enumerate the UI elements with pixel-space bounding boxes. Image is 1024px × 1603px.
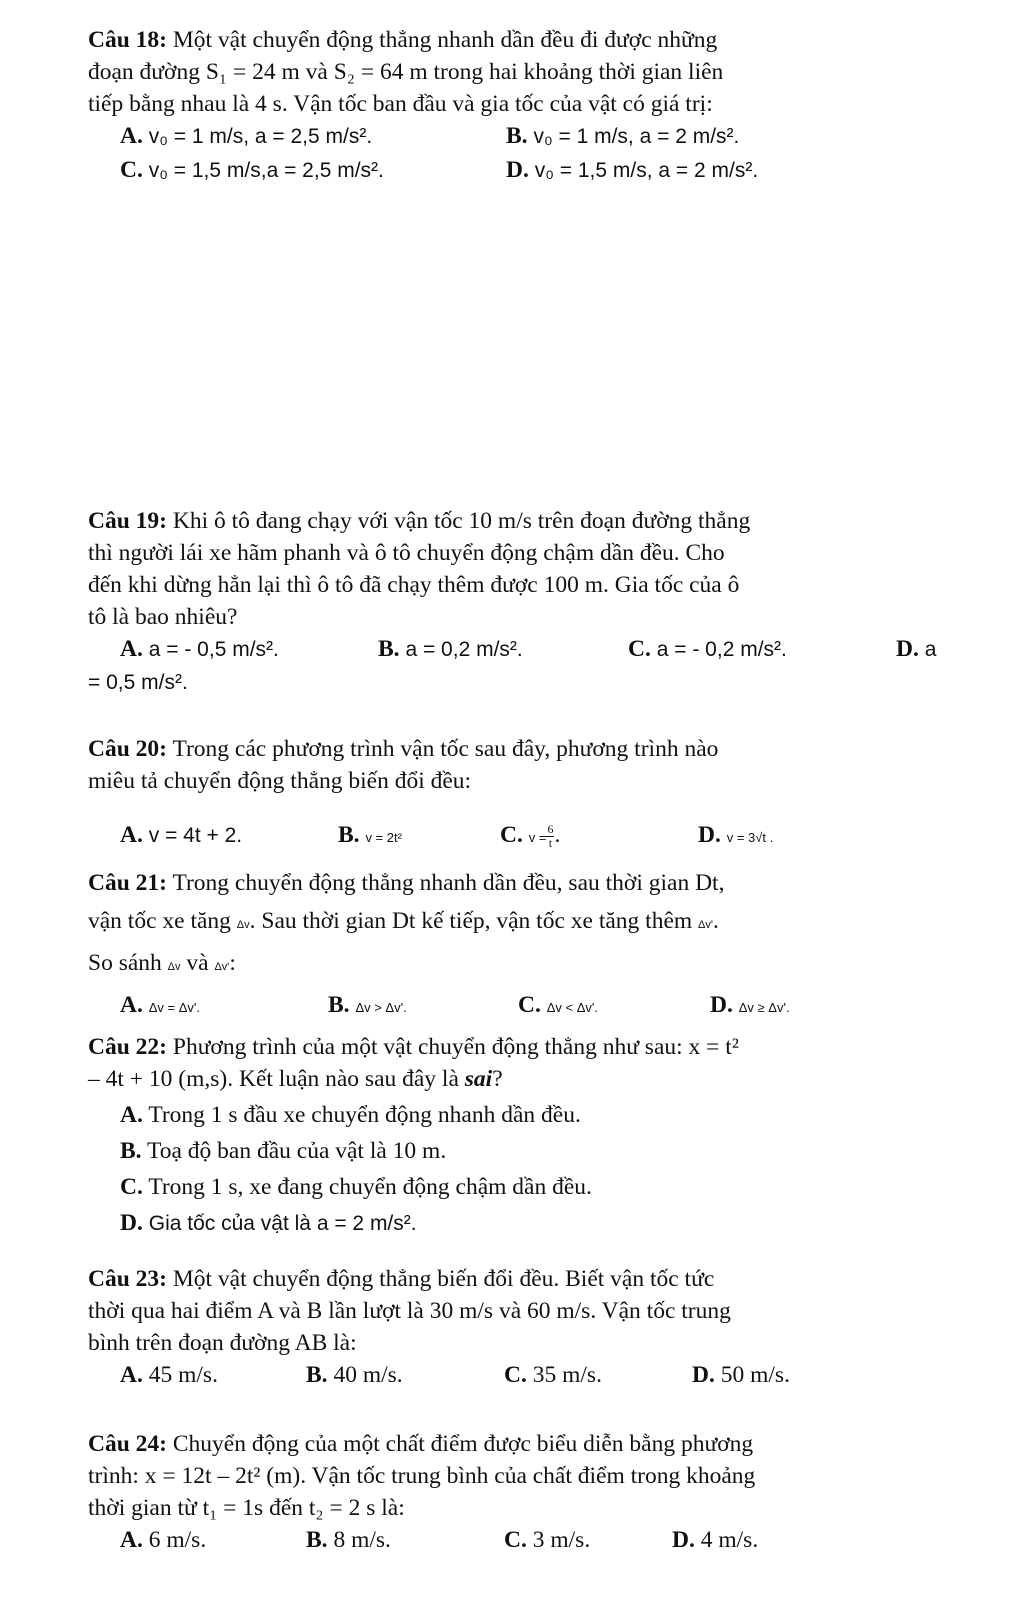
options-row	[88, 819, 988, 853]
question-text: bình trên đoạn đường AB là:	[88, 1330, 357, 1356]
option-a[interactable]: A. v₀ = 1 m/s, a = 2,5 m/s².	[120, 123, 373, 149]
options-row	[88, 989, 988, 1023]
question-20	[88, 733, 988, 853]
question-21: Câu 21: Trong chuyển động thẳng nhanh dần đều, sau thời gian Dt, vận tốc xe tăng Δv. Sau thời gian Dt kế tiếp, vận tốc xe tăng thêm Δv'. So sánh Δv và Δv': A. Δv = Δv'. B. Δv > Δv'. C. Δv < Δv'. D. Δv ≥ Δv'.	[88, 867, 988, 1023]
question-label: Câu 23:	[88, 1266, 167, 1292]
question-text: thời gian từ t₁ = 1s đến t₂ = 2 s là:	[88, 1495, 405, 1521]
option-a[interactable]: A. a = - 0,5 m/s².	[120, 636, 279, 662]
question-text: đoạn đường S₁ = 24 m và S₂ = 64 m trong hai khoảng thời gian liên	[88, 59, 724, 85]
question-label: Câu 20:	[88, 736, 167, 762]
question-label: Câu 24:	[88, 1431, 167, 1457]
question-text: Trong chuyển động thẳng nhanh dần đều, sau thời gian Dt,	[172, 870, 725, 896]
option-b[interactable]: B. v = 2t²	[338, 822, 402, 848]
question-19	[88, 505, 988, 699]
option-c[interactable]: C. 35 m/s.	[504, 1362, 602, 1388]
option-d[interactable]: D. Gia tốc của vật là a = 2 m/s².	[120, 1210, 417, 1236]
option-d[interactable]: D. v = 3√t .	[698, 822, 774, 848]
question-text: thì người lái xe hãm phanh và ô tô chuyển động chậm dần đều. Cho	[88, 540, 725, 566]
option-a[interactable]: A. Δv = Δv'.	[120, 992, 201, 1018]
options-row	[88, 1524, 988, 1558]
option-c[interactable]: C. a = - 0,2 m/s².	[628, 636, 787, 662]
option-c[interactable]: C. 3 m/s.	[504, 1527, 591, 1553]
option-c[interactable]: C. Trong 1 s, xe đang chuyển động chậm dần đều.	[120, 1174, 592, 1200]
option-b[interactable]: B. v₀ = 1 m/s, a = 2 m/s².	[506, 123, 740, 149]
question-text: Phương trình của một vật chuyển động thẳng như sau: x = t²	[172, 1034, 739, 1060]
question-18	[88, 24, 988, 188]
option-a[interactable]: A. v = 4t + 2.	[120, 822, 243, 848]
question-text: trình: x = 12t – 2t² (m). Vận tốc trung bình của chất điểm trong khoảng	[88, 1463, 756, 1489]
delta-v-prime: Δv'	[214, 961, 230, 973]
delta-v: Δv	[167, 961, 181, 973]
option-d[interactable]: D. Δv ≥ Δv'.	[710, 992, 790, 1018]
option-a[interactable]: A. 45 m/s.	[120, 1362, 218, 1388]
option-b[interactable]: B. 8 m/s.	[306, 1527, 391, 1553]
question-text: Trong các phương trình vận tốc sau đây, phương trình nào	[172, 736, 719, 762]
question-23	[88, 1263, 988, 1393]
question-label: Câu 21:	[88, 870, 167, 896]
option-d[interactable]: D. v₀ = 1,5 m/s, a = 2 m/s².	[506, 157, 759, 183]
options-row	[88, 1359, 988, 1393]
option-a[interactable]: A. 6 m/s.	[120, 1527, 207, 1553]
question-22: Câu 22: Phương trình của một vật chuyển động thẳng như sau: x = t² – 4t + 10 (m,s). Kết luận nào sau đây là sai? A. Trong 1 s đầu xe chuyển động nhanh dần đều. B. Toạ độ ban đầu của vật là 10 m. C. Trong 1 s, xe đang chuyển động chậm dần đều. D. Gia tốc của vật là a = 2 m/s².	[88, 1031, 988, 1240]
question-text: miêu tả chuyển động thẳng biến đổi đều:	[88, 768, 472, 794]
option-d[interactable]: D. 50 m/s.	[692, 1362, 790, 1388]
question-text: tô là bao nhiêu?	[88, 604, 238, 630]
delta-v-prime: Δv'	[698, 919, 713, 931]
option-d[interactable]: D. a	[896, 636, 937, 662]
options-row	[88, 154, 988, 188]
option-c[interactable]: C. v = $\frac{6}{t}$ .	[500, 822, 561, 851]
option-d[interactable]: D. 4 m/s.	[672, 1527, 759, 1553]
question-text: đến khi dừng hẳn lại thì ô tô đã chạy thêm được 100 m. Gia tốc của ô	[88, 572, 740, 598]
fraction: $\frac{6}{t}$	[547, 822, 554, 851]
option-c[interactable]: C. Δv < Δv'.	[518, 992, 599, 1018]
option-b[interactable]: B. a = 0,2 m/s².	[378, 636, 523, 662]
option-b[interactable]: B. Toạ độ ban đầu của vật là 10 m.	[120, 1138, 447, 1164]
delta-v: Δv	[236, 919, 250, 931]
question-text: Khi ô tô đang chạy với vận tốc 10 m/s trên đoạn đường thẳng	[172, 508, 751, 534]
question-text: Chuyển động của một chất điểm được biểu diễn bằng phương	[172, 1431, 754, 1457]
option-b[interactable]: B. Δv > Δv'.	[328, 992, 407, 1018]
question-label: Câu 18:	[88, 27, 167, 53]
question-text: Một vật chuyển động thẳng biến đổi đều. Biết vận tốc tức	[172, 1266, 715, 1292]
options-row	[88, 633, 988, 667]
options-row	[88, 120, 988, 154]
question-text: Một vật chuyển động thẳng nhanh dần đều đi được những	[172, 27, 718, 53]
question-24	[88, 1428, 988, 1558]
question-label: Câu 22:	[88, 1034, 167, 1060]
option-c[interactable]: C. v₀ = 1,5 m/s,a = 2,5 m/s².	[120, 157, 384, 183]
option-a[interactable]: A. Trong 1 s đầu xe chuyển động nhanh dần đều.	[120, 1102, 581, 1128]
emphasis-sai: sai	[464, 1066, 493, 1092]
question-text: thời qua hai điểm A và B lần lượt là 30 m/s và 60 m/s. Vận tốc trung	[88, 1298, 731, 1324]
option-d-continued: = 0,5 m/s².	[88, 671, 188, 694]
question-text: tiếp bằng nhau là 4 s. Vận tốc ban đầu và gia tốc của vật có giá trị:	[88, 91, 713, 117]
option-b[interactable]: B. 40 m/s.	[306, 1362, 403, 1388]
question-label: Câu 19:	[88, 508, 167, 534]
